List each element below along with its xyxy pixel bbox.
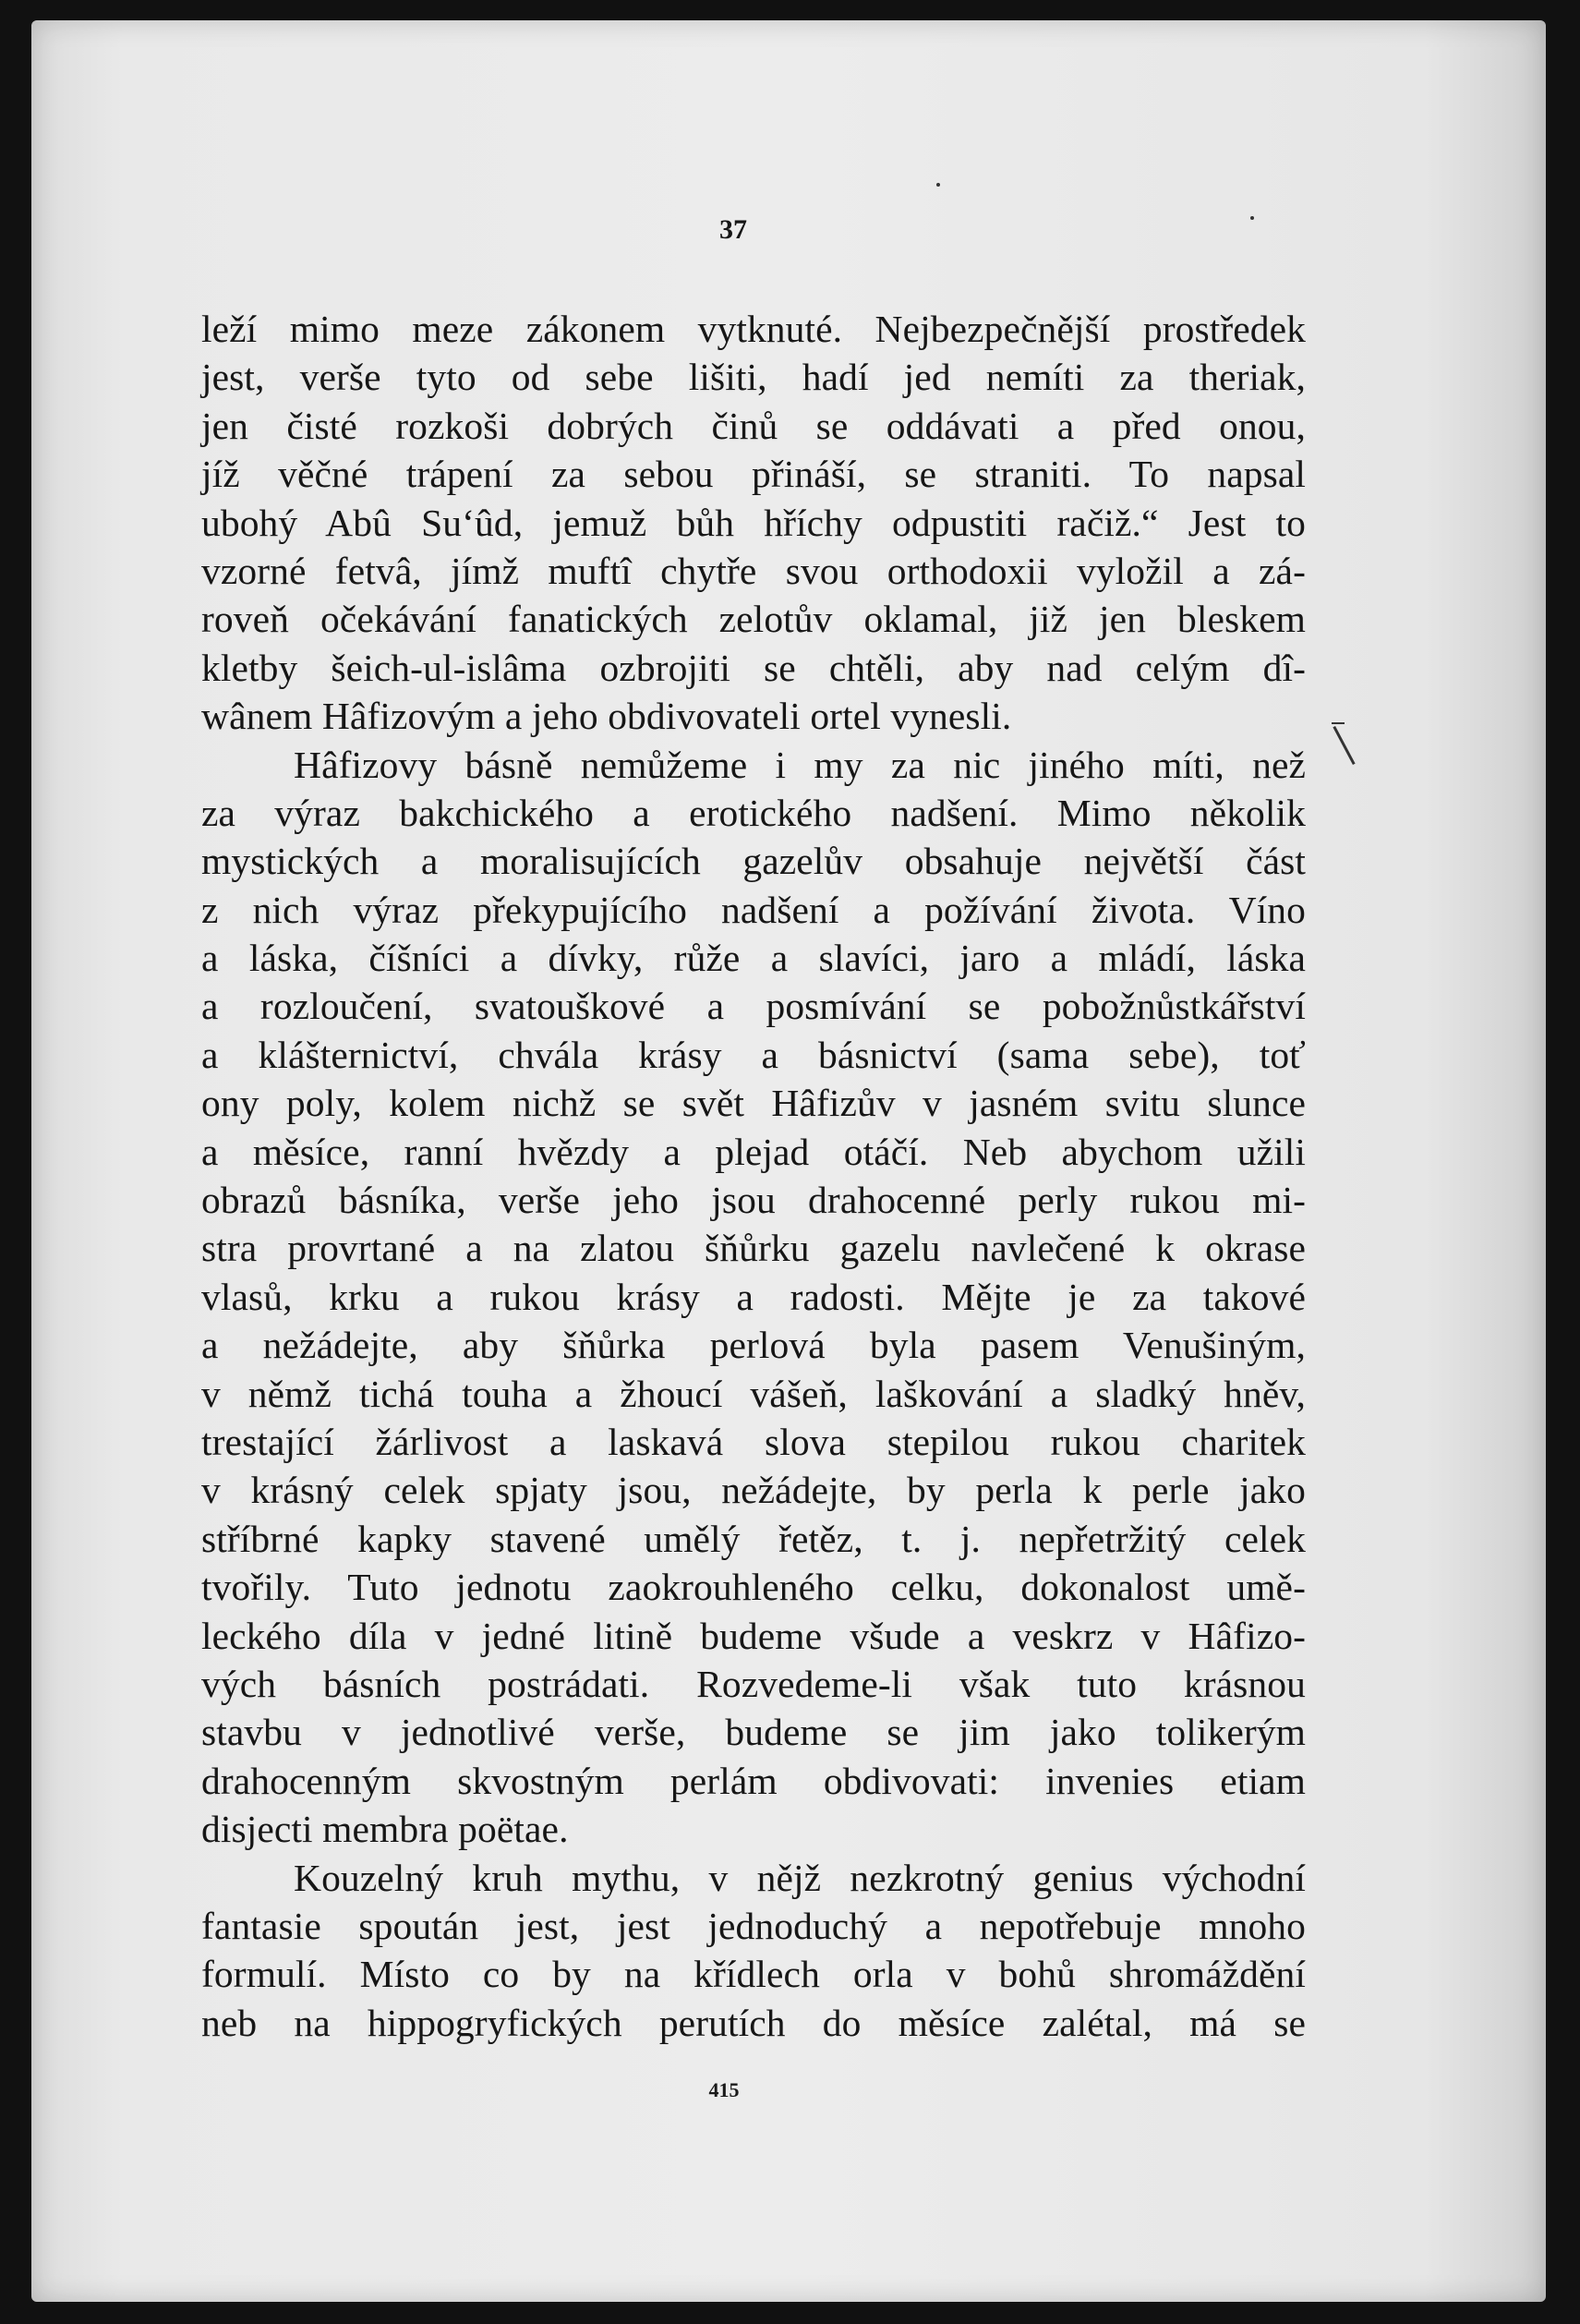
- text-line: wânem Hâfizovým a jeho obdivovateli ortel vynesli.: [201, 695, 1012, 738]
- text-line: a nežádejte, aby šňůrka perlová byla pasem Venušiným,: [201, 1324, 1306, 1367]
- text-line: vlasů, krku a rukou krásy a radosti. Mějte je za takové: [201, 1275, 1306, 1318]
- text-line: neb na hippogryfických perutích do měsíce zalétal, má se: [201, 2001, 1306, 2044]
- text-line: stavbu v jednotlivé verše, budeme se jim jako tolikerým: [201, 1711, 1306, 1754]
- text-line: fantasie spoután jest, jest jednoduchý a nepotřebuje mnoho: [201, 1904, 1306, 1947]
- text-line: ony poly, kolem nichž se svět Hâfizův v jasném svitu slunce: [201, 1082, 1306, 1125]
- text-line: leží mimo meze zákonem vytknuté. Nejbezpečnější prostředek: [201, 308, 1306, 350]
- text-line: obrazů básníka, verše jeho jsou drahocenné perly rukou mi-: [201, 1179, 1306, 1222]
- text-line: jen čisté rozkoši dobrých činů se oddávati a před onou,: [201, 404, 1306, 447]
- margin-mark: [1332, 722, 1345, 724]
- text-line: trestající žárlivost a laskavá slova stepilou rukou charitek: [201, 1420, 1306, 1463]
- text-line: za výraz bakchického a erotického nadšení. Mimo několik: [201, 791, 1306, 834]
- text-line: vzorné fetvâ, jímž muftî chytře svou orthodoxii vyložil a zá-: [201, 549, 1306, 592]
- text-line: roveň očekávání fanatických zelotův oklamal, již jen bleskem: [201, 598, 1306, 641]
- text-line: v krásný celek spjaty jsou, nežádejte, by perla k perle jako: [201, 1469, 1306, 1512]
- text-line: jíž věčné trápení za sebou přináší, se straniti. To napsal: [201, 453, 1306, 496]
- text-line: mystických a moralisujících gazelův obsahuje největší část: [201, 840, 1306, 883]
- text-line: a láska, číšníci a dívky, růže a slavíci, jaro a mládí, láska: [201, 937, 1306, 980]
- text-line: stra provrtané a na zlatou šňůrku gazelu navlečené k okrase: [201, 1227, 1306, 1270]
- paragraph-start-line: Hâfizovy básně nemůžeme i my za nic jiného míti, než: [294, 743, 1306, 786]
- book-page: [31, 20, 1546, 2302]
- text-line: disjecti membra poëtae.: [201, 1808, 569, 1851]
- text-line: leckého díla v jedné litině budeme všude a veskrz v Hâfizo-: [201, 1614, 1306, 1657]
- text-line: kletby šeich-ul-islâma ozbrojiti se chtěli, aby nad celým dî-: [201, 646, 1306, 689]
- speck: [1250, 216, 1254, 220]
- body-text: [201, 305, 1306, 2047]
- signature-number: 415: [708, 2078, 740, 2101]
- text-line: stříbrné kapky stavené umělý řetěz, t. j. nepřetržitý celek: [201, 1517, 1306, 1560]
- speck: [936, 183, 940, 187]
- text-line: v němž tichá touha a žhoucí vášeň, laškování a sladký hněv,: [201, 1372, 1306, 1415]
- text-line: a rozloučení, svatouškové a posmívání se pobožnůstkářství: [201, 985, 1306, 1028]
- text-line: jest, verše tyto od sebe lišiti, hadí jed nemíti za theriak,: [201, 356, 1306, 399]
- text-line: tvořily. Tuto jednotu zaokrouhleného celku, dokonalost umě-: [201, 1566, 1306, 1609]
- text-line: formulí. Místo co by na křídlech orla v bohů shromáždění: [201, 1953, 1306, 1996]
- text-line: a měsíce, ranní hvězdy a plejad otáčí. Neb abychom užili: [201, 1130, 1306, 1173]
- text-line: vých básních postrádati. Rozvedeme-li však tuto krásnou: [201, 1662, 1306, 1705]
- text-line: drahocenným skvostným perlám obdivovati: invenies etiam: [201, 1759, 1306, 1802]
- text-line: z nich výraz překypujícího nadšení a požívání života. Víno: [201, 888, 1306, 931]
- paragraph-start-line: Kouzelný kruh mythu, v nějž nezkrotný genius východní: [294, 1856, 1306, 1899]
- text-line: a klášternictví, chvála krásy a básnictví (sama sebe), toť: [201, 1033, 1306, 1076]
- margin-mark: [1333, 726, 1355, 765]
- text-line: ubohý Abû Su‘ûd, jemuž bůh hříchy odpustiti račiž.“ Jest to: [201, 501, 1306, 544]
- page-number: 37: [719, 214, 747, 245]
